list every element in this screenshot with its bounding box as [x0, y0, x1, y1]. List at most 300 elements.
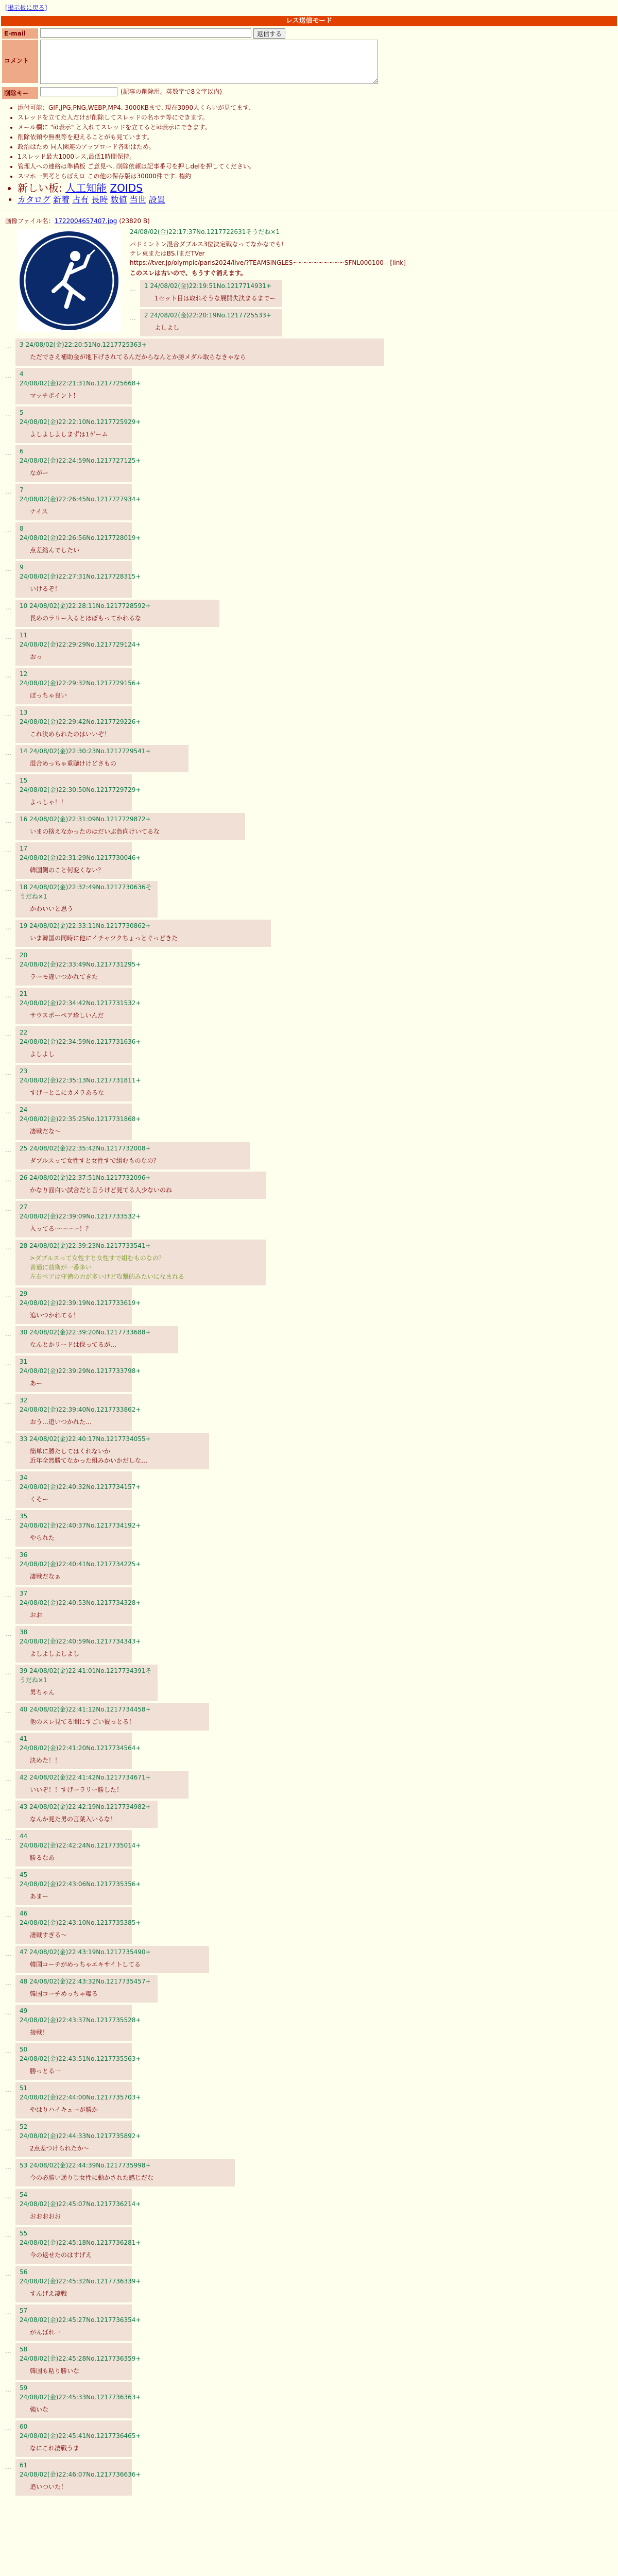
reply-text: 追いついた！ [30, 2483, 67, 2490]
reply-marker: … [5, 710, 11, 718]
reply-box [15, 561, 141, 598]
reply-header: 9 24/08/02(金)22:27:31No.1217728315+ [20, 564, 141, 580]
reply-text: よしよし [154, 324, 180, 331]
reply-box [15, 2420, 141, 2457]
reply-marker: … [5, 2231, 11, 2239]
reply-marker: … [5, 1669, 11, 1676]
reply-header: 28 24/08/02(金)22:39:23No.1217733541+ [20, 1242, 151, 1249]
reply-text: かわいいと思う [30, 905, 74, 912]
reply-header: 58 24/08/02(金)22:45:28No.1217736359+ [20, 2346, 141, 2362]
reply-marker: … [5, 846, 11, 854]
reply [5, 706, 613, 743]
reply [5, 1172, 613, 1199]
reply [5, 2159, 613, 2187]
submit-reply-button[interactable]: 返信する [253, 28, 285, 39]
reply-box [15, 2382, 141, 2418]
reply-box [15, 522, 141, 559]
reply-marker: … [5, 2270, 11, 2277]
reply-header: 8 24/08/02(金)22:26:56No.1217728019+ [20, 525, 141, 541]
reply-text: 韓国側のこと何変くない？ [30, 867, 105, 874]
reply-box [15, 2189, 141, 2225]
reply-header: 4 24/08/02(金)22:21:31No.1217725668+ [20, 370, 141, 387]
new-board-link[interactable]: ZOIDS [110, 182, 143, 194]
reply-text: 今の返せたのはすげえ [30, 2251, 92, 2259]
reply-marker: … [5, 633, 11, 640]
reply-marker: … [5, 953, 11, 960]
reply-header: 6 24/08/02(金)22:24:59No.1217727125+ [20, 448, 141, 464]
reply [5, 1065, 613, 1101]
nav-link-catalog[interactable]: カタログ [18, 195, 51, 205]
comment-textarea[interactable] [40, 40, 378, 84]
reply-box [15, 1771, 188, 1799]
rule-item: • スレッドを立てた人だけが削除してスレッドの名ホテ等にできます。 [18, 113, 618, 123]
reply-text: 勝っとる一 [30, 2067, 61, 2075]
reply-text: なんとかリードは保ってるが… [30, 1341, 117, 1348]
reply-header: 38 24/08/02(金)22:40:59No.1217734343+ [20, 1629, 141, 1645]
reply-header: 59 24/08/02(金)22:45:33No.1217736363+ [20, 2384, 141, 2401]
reply-box [15, 1626, 141, 1663]
reply-box [15, 881, 158, 918]
reply-box [15, 813, 245, 840]
post-form [0, 28, 618, 99]
reply-box [15, 1703, 209, 1731]
reply-marker: … [5, 672, 11, 679]
reply-box [15, 988, 141, 1024]
reply-header: 22 24/08/02(金)22:34:59No.1217731636+ [20, 1029, 141, 1045]
reply-marker: … [5, 2347, 11, 2354]
reply-text: 男ちゃん [30, 1689, 55, 1696]
reply-box [140, 280, 282, 307]
reply [5, 406, 613, 443]
nav-link[interactable]: 数値 [110, 195, 127, 205]
reply [5, 1549, 613, 1585]
reply-text: >ダブルスって女性すと女性すで組むものなの？ 普通に前衛が一番多い 左右ペアは守備の力が多いけど攻撃的みたいになまれる [30, 1255, 185, 1280]
reply-box [15, 1394, 141, 1431]
reply-header: 11 24/08/02(金)22:29:29No.1217729124+ [20, 632, 141, 648]
reply-marker: … [5, 2086, 11, 2093]
reply-text: 点差縮んでしたい [30, 547, 80, 554]
reply-box [15, 1142, 250, 1170]
reply: … 1 24/08/02(金)22:19:51No.1217714931+ 1セット目は取れそうな展開失決まるまでー [130, 280, 613, 307]
image-file-label: 画像ファイル名： [5, 217, 55, 225]
reply-box [15, 1104, 141, 1140]
reply [5, 881, 613, 918]
image-file-size: (23820 B) [119, 217, 150, 225]
reply-marker: … [5, 449, 11, 456]
reply-header: 52 24/08/02(金)22:44:33No.1217735892+ [20, 2123, 141, 2140]
reply-header: 19 24/08/02(金)22:33:11No.1217730862+ [20, 922, 151, 929]
reply-marker: … [5, 2163, 11, 2171]
reply-box [15, 1240, 266, 1285]
reply-marker: … [5, 2047, 11, 2055]
thread [0, 216, 618, 2496]
reply-header: 44 24/08/02(金)22:42:24No.1217735014+ [20, 1833, 141, 1849]
reply-text: 混合めっちゃ重聴けけどさもの [30, 760, 116, 767]
reply-header: 36 24/08/02(金)22:40:41No.1217734225+ [20, 1551, 141, 1568]
reply [5, 1869, 613, 1905]
reply-header: 54 24/08/02(金)22:45:07No.1217736214+ [20, 2191, 141, 2208]
reply [5, 600, 613, 627]
reply-header: 39 24/08/02(金)22:41:01No.1217734391そうだね×1 [20, 1667, 152, 1684]
delete-key-field[interactable] [40, 87, 117, 96]
reply-box [15, 1975, 158, 2003]
reply [5, 2459, 613, 2496]
reply-marker: … [5, 992, 11, 999]
reply-header: 61 24/08/02(金)22:46:07No.1217736636+ [20, 2462, 141, 2478]
rule-item: • 添付可能：GIF,JPG,PNG,WEBP,MP4. 3000KBまで. 現在3090人くらいが見てます. [18, 103, 618, 113]
reply-header: 60 24/08/02(金)22:45:41No.1217736465+ [20, 2423, 141, 2439]
reply [5, 2005, 613, 2041]
reply-list [5, 338, 613, 2496]
reply-box [15, 1471, 141, 1508]
reply-marker: … [5, 1630, 11, 1637]
reply-header: 29 24/08/02(金)22:39:19No.1217733619+ [20, 1290, 141, 1307]
reply-header: 57 24/08/02(金)22:45:27No.1217736354+ [20, 2307, 141, 2324]
reply-box [15, 1830, 141, 1867]
reply-box [15, 706, 141, 743]
reply-marker: … [5, 488, 11, 495]
back-link[interactable]: [掲示板に戻る] [5, 4, 47, 11]
reply [5, 668, 613, 704]
new-board-line [18, 181, 618, 195]
reply [5, 1587, 613, 1624]
reply-header: 26 24/08/02(金)22:37:51No.1217732096+ [20, 1174, 151, 1181]
reply-box [15, 668, 141, 704]
reply-box [15, 1665, 158, 1701]
rule-item: • 政治はため 同人関連のアップロード各断はため。 [18, 142, 618, 152]
reply-header: 42 24/08/02(金)22:41:42No.1217734671+ [20, 1774, 151, 1781]
reply-header: 7 24/08/02(金)22:26:45No.1217727934+ [20, 486, 141, 503]
reply-box [140, 309, 282, 336]
reply-header: 18 24/08/02(金)22:32:49No.1217730636そうだね×1 [20, 884, 152, 900]
reply-marker: … [5, 2386, 11, 2393]
new-board-link[interactable]: 人工知能 [65, 182, 107, 194]
reply-text: マッチポイント！ [30, 392, 79, 399]
reply-marker: … [5, 1205, 11, 1212]
reply-marker: … [5, 1176, 11, 1183]
reply [5, 1104, 613, 1140]
reply-text: 長めのラリー入るとほぼもってかれるな [30, 615, 142, 622]
reply-marker: … [5, 1108, 11, 1115]
reply [5, 2266, 613, 2302]
reply-header: 37 24/08/02(金)22:40:53No.1217734328+ [20, 1590, 141, 1606]
reply-header: 16 24/08/02(金)22:31:09No.1217729872+ [20, 816, 151, 823]
back-to-board-link[interactable] [0, 0, 618, 14]
reply-text: なにこれ凄戦うま [30, 2445, 80, 2452]
reply-marker: … [5, 2193, 11, 2200]
op-thumbnail-image[interactable] [18, 229, 121, 332]
reply-header: 56 24/08/02(金)22:45:32No.1217736339+ [20, 2268, 141, 2285]
reply-header: 3 24/08/02(金)22:20:51No.1217725363+ [20, 341, 147, 348]
reply-marker: … [5, 1330, 11, 1337]
reply [5, 2227, 613, 2264]
reply-header: 10 24/08/02(金)22:28:11No.1217728592+ [20, 602, 151, 609]
reply-marker: … [5, 1244, 11, 1251]
reply-text: ラーモ違いつかれてきた [30, 973, 98, 980]
comment-row [2, 40, 616, 84]
reply-text: 他のスレ見てる間にすごい彼っとる！ [30, 1718, 135, 1725]
reply: … 2 24/08/02(金)22:20:19No.1217725533+ よしよし [130, 309, 613, 336]
reply-box [15, 2343, 141, 2380]
reply-box [15, 2082, 141, 2119]
reply-text: 追いつかれてる！ [30, 1312, 80, 1319]
reply-marker: … [5, 885, 11, 892]
reply [5, 2189, 613, 2225]
reply [5, 1142, 613, 1170]
reply-box [15, 774, 141, 811]
reply-header: 34 24/08/02(金)22:40:32No.1217734157+ [20, 1474, 141, 1490]
reply-header: 43 24/08/02(金)22:42:19No.1217734982+ [20, 1803, 151, 1810]
reply-header: 14 24/08/02(金)22:30:23No.1217729541+ [20, 748, 151, 755]
reply-marker: … [5, 749, 11, 756]
reply-text: いいぞ！！すげーラリー勝した！ [30, 1786, 123, 1793]
reply-marker: … [5, 1591, 11, 1599]
reply-header: 25 24/08/02(金)22:35:42No.1217732008+ [20, 1145, 151, 1152]
reply-text: いけるぞ！ [30, 585, 61, 592]
reply-box [15, 2459, 141, 2496]
reply [5, 813, 613, 840]
reply-box [15, 600, 219, 627]
reply-marker: … [5, 924, 11, 931]
reply-box [15, 2043, 141, 2080]
reply-header: 13 24/08/02(金)22:29:42No.1217729226+ [20, 709, 141, 725]
reply-header: 1 24/08/02(金)22:19:51No.1217714931+ [144, 282, 271, 290]
reply-text: すげーとこにカメラあるな [30, 1089, 105, 1096]
reply-text: あまー [30, 1893, 49, 1900]
reply-marker: … [5, 1950, 11, 1957]
rule-item: • メール欄に "id表示" と入れてスレッドを立てるとid表示にできます。 [18, 123, 618, 132]
reply-box [15, 2227, 141, 2264]
reply-marker: … [5, 2125, 11, 2132]
reply [5, 2043, 613, 2080]
reply-header: 2 24/08/02(金)22:20:19No.1217725533+ [144, 312, 271, 319]
reply-box [15, 1733, 141, 1769]
reply-box [15, 629, 141, 666]
reply-box [15, 2005, 141, 2041]
reply-marker: … [5, 372, 11, 379]
nav-link[interactable]: 当世 [129, 195, 146, 205]
reply [5, 1975, 613, 2003]
reply-box [15, 949, 141, 986]
reply-text: 韓国も粘り勝いな [30, 2367, 80, 2375]
reply-box [15, 1946, 209, 1973]
reply-header: 5 24/08/02(金)22:22:10No.1217725929+ [20, 409, 141, 426]
reply-text: 1セット目は取れそうな展開失決まるまでー [154, 295, 276, 302]
delete-key-row [2, 87, 616, 99]
reply-marker: … [5, 1398, 11, 1405]
reply-text: おおおおお [30, 2213, 61, 2220]
reply [5, 1703, 613, 1731]
reply-text: 勝るなあ [30, 1854, 55, 1861]
reply-box [15, 1355, 141, 1392]
reply-header: 40 24/08/02(金)22:41:12No.1217734458+ [20, 1706, 151, 1713]
reply-marker: … [5, 1775, 11, 1783]
reply-header: 35 24/08/02(金)22:40:37No.1217734192+ [20, 1513, 141, 1529]
reply-marker: … [5, 1437, 11, 1444]
reply-text: 入ってるーーーー！？ [30, 1225, 92, 1232]
reply [5, 1733, 613, 1769]
reply [5, 522, 613, 559]
reply-text: よしよしよしよし [30, 1650, 80, 1657]
email-field[interactable] [40, 28, 251, 38]
reply [5, 1510, 613, 1547]
nav-link[interactable]: 長時 [91, 195, 108, 205]
reply-marker: … [5, 1834, 11, 1841]
reply [5, 1201, 613, 1238]
reply-header: 24 24/08/02(金)22:35:25No.1217731868+ [20, 1106, 141, 1123]
image-file-link[interactable]: 1722004657407.jpg [54, 217, 117, 225]
reply-box [15, 1326, 178, 1353]
reply [5, 1394, 613, 1431]
reply-box [15, 445, 141, 482]
reply-box [15, 1869, 141, 1905]
reply-text: ただでさえ補助金が地下げされてるんだからなんとか勝メダル取らなきゃなら [30, 353, 247, 361]
reply-text: ながー [30, 469, 49, 477]
reply [5, 338, 613, 366]
reply-marker: … [5, 778, 11, 786]
reply-marker: … [5, 527, 11, 534]
reply-text: よしよし [30, 1050, 55, 1058]
reply-text: 強いな [30, 2406, 49, 2413]
op-text: パドミントン混合ダブルス3位決定戦なってなかなでも! テレ東またはBS.lまだTVer https://tver.jp/olympic/paris2024/live/?TEAMSINGLES~~~~~~~~~~SFNL000100-- [link] [130, 241, 406, 266]
rule-item: • スマホ一興考とらばえロ この他の保存版は30000件です. 権約 [18, 172, 618, 181]
reply-header: 47 24/08/02(金)22:43:19No.1217735490+ [20, 1948, 151, 1956]
reply-box [15, 1065, 141, 1101]
reply-header: 53 24/08/02(金)22:44:39No.1217735998+ [20, 2162, 151, 2169]
op-post [5, 227, 613, 336]
reply-text: ダブルスって女性すと女性すで組むものなの？ [30, 1157, 160, 1164]
reply [5, 2082, 613, 2119]
reply-marker: … [5, 2009, 11, 2016]
image-file-line [5, 216, 613, 225]
comment-label: コメント [2, 40, 38, 83]
nav-links [18, 195, 618, 205]
reply-mode-bar: レス送信モード [1, 16, 617, 26]
reply-text: これ決められたのはいいぞ！ [30, 731, 111, 738]
reply-marker: … [5, 1514, 11, 1521]
reply-text: 韓国コーチめっちゃ曝る [30, 1990, 98, 1997]
reply-text: あー [30, 1380, 43, 1387]
reply [5, 561, 613, 598]
reply [5, 774, 613, 811]
reply-text: なんか見た男の言葉入いるな！ [30, 1816, 117, 1823]
reply-marker: … [5, 1476, 11, 1483]
reply-text: 凄戦だな～ [30, 1128, 61, 1135]
reply-box [15, 2266, 141, 2302]
reply [5, 949, 613, 986]
reply [5, 1830, 613, 1867]
reply-box [15, 1510, 141, 1547]
reply-box [15, 1433, 209, 1469]
reply-marker: … [5, 1911, 11, 1919]
reply-box [15, 1907, 141, 1944]
reply-header: 21 24/08/02(金)22:34:42No.1217731532+ [20, 990, 141, 1007]
reply [5, 368, 613, 404]
reply-text: よっしゃ！！ [30, 799, 67, 806]
reply-header: 30 24/08/02(金)22:39:20No.1217733688+ [20, 1329, 151, 1336]
op-body [130, 227, 613, 336]
reply-text: すんげえ凄戦 [30, 2290, 67, 2297]
reply-box [15, 1172, 266, 1199]
rule-item: • 削除依頼や無視等を迎えることがも見ています。 [18, 132, 618, 142]
reply-text: いまの捨えなかったのはだいぶ負向けいてるな [30, 828, 160, 835]
reply [5, 445, 613, 482]
reply-box [15, 920, 271, 947]
reply-marker: … [5, 2425, 11, 2432]
reply [5, 842, 613, 879]
reply-marker: … [5, 1737, 11, 1744]
reply-box [15, 1201, 141, 1238]
reply-text: ナイス [30, 508, 48, 515]
op-header: 24/08/02(金)22:17:37No.1217722631そうだね×1 [130, 228, 280, 235]
reply-header: 50 24/08/02(金)22:43:51No.1217735563+ [20, 2046, 141, 2062]
reply [5, 1665, 613, 1701]
reply-box [15, 484, 141, 520]
reply-box [15, 1549, 141, 1585]
reply [5, 1326, 613, 1353]
reply-marker: … [5, 1873, 11, 1880]
reply-marker: … [5, 565, 11, 572]
reply-marker: … [5, 1146, 11, 1154]
reply [5, 920, 613, 947]
reply-header: 33 24/08/02(金)22:40:17No.1217734055+ [20, 1435, 151, 1443]
nav-link[interactable]: 占有 [72, 195, 89, 205]
reply [5, 1433, 613, 1469]
reply-text: おっ [30, 653, 43, 660]
reply-marker: … [5, 1030, 11, 1038]
reply-header: 49 24/08/02(金)22:43:37No.1217735528+ [20, 2007, 141, 2024]
reply [5, 1287, 613, 1324]
reply-box [15, 2304, 141, 2341]
nav-link-settings[interactable]: 設置 [148, 195, 165, 205]
reply-text: やられた [30, 1534, 55, 1541]
reply-text: いま韓国の同時に他にイチャツクちょっとぐっどきた [30, 935, 178, 942]
old-thread-notice: このスレは古いので、もうすぐ消えます。 [130, 269, 247, 277]
reply [5, 1026, 613, 1063]
nav-link-new[interactable]: 新着 [53, 195, 70, 205]
rule-item: • 1スレッド最大1000レス,最低1時間保持。 [18, 152, 618, 162]
reply-text: おお [30, 1612, 43, 1619]
new-board-prefix: 新しい板: [18, 182, 62, 194]
reply-text: 韓国コーチがめっちゃエキサイトしてる [30, 1961, 141, 1968]
reply [5, 988, 613, 1024]
reply-marker: … [5, 411, 11, 418]
reply-marker: … [5, 343, 11, 350]
reply-header: 17 24/08/02(金)22:31:29No.1217730046+ [20, 845, 141, 861]
reply-box [15, 406, 141, 443]
reply-box [15, 2159, 235, 2187]
reply [5, 1355, 613, 1392]
reply-header: 48 24/08/02(金)22:43:32No.1217735457+ [20, 1978, 151, 1985]
reply-box [15, 2121, 141, 2157]
reply-text: 凄戦だなぁ [30, 1573, 61, 1580]
reply-text: 接戦！ [30, 2029, 49, 2036]
reply [5, 1946, 613, 1973]
reply-box [15, 1587, 141, 1624]
reply-text: 決めた！！ [30, 1757, 61, 1764]
delete-key-label: 削除キー [2, 87, 38, 99]
reply-marker: … [5, 1553, 11, 1560]
reply-marker: … [5, 1360, 11, 1367]
reply-header: 51 24/08/02(金)22:44:00No.1217735703+ [20, 2084, 141, 2101]
reply-text: やはりハイキューが勝か [30, 2106, 98, 2113]
reply [5, 2382, 613, 2418]
reply-box [15, 338, 384, 366]
reply-marker: … [5, 1805, 11, 1812]
reply-marker: … [5, 817, 11, 824]
reply-header: 23 24/08/02(金)22:35:13No.1217731811+ [20, 1067, 141, 1084]
reply-header: 27 24/08/02(金)22:39:09No.1217733532+ [20, 1204, 141, 1220]
